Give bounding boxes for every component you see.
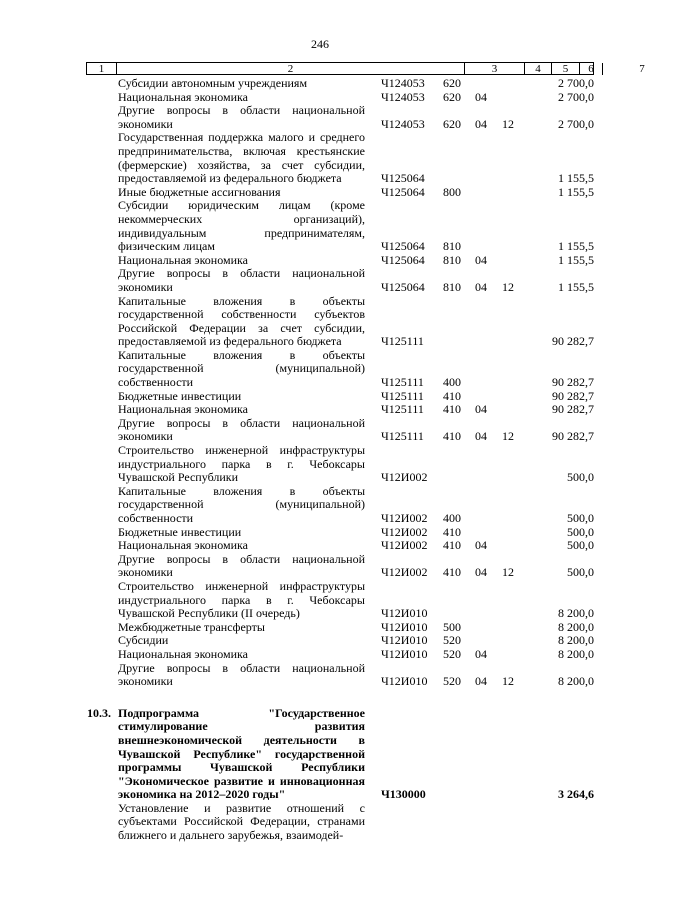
table-row	[0, 444, 640, 485]
row-code: Ч124053	[381, 76, 425, 90]
row-name: Строительство инженерной инфраструктуры индустриального парка в г. Чебоксары Чувашской Республики (II очередь)	[118, 578, 365, 621]
row-name: Государственная поддержка малого и среднего предпринимательства, включая крестьянские (фермерские) хозяйства, за счет субсидии, предоставляемой из федерального бюджета	[118, 130, 365, 186]
table-row	[0, 267, 640, 294]
header-col-1: 1	[87, 63, 117, 75]
row-code: Ч125111	[381, 334, 424, 349]
row-rz: 04	[475, 565, 487, 580]
row-sum: 90 282,7	[552, 375, 594, 390]
table-row	[0, 254, 640, 268]
row-code: Ч125111	[381, 402, 424, 417]
table-row	[0, 199, 640, 253]
page-number: 246	[311, 37, 329, 51]
row-rz: 04	[475, 402, 487, 417]
row-code: Ч12И010	[381, 606, 428, 621]
table-row	[0, 485, 640, 526]
row-name: Национальная экономика	[118, 252, 248, 267]
row-name: Строительство инженерной инфраструктуры индустриального парка в г. Чебоксары Чувашской Республики	[118, 443, 365, 485]
row-pr: 12	[502, 116, 514, 131]
row-vr: 810	[443, 279, 461, 294]
row-code: Ч125064	[381, 239, 425, 254]
row-vr: 410	[443, 388, 461, 403]
table-row	[0, 662, 640, 689]
row-sum: 2 700,0	[558, 89, 594, 104]
row-rz: 04	[475, 646, 487, 661]
row-vr: 400	[443, 375, 461, 390]
row-sum: 1 155,5	[558, 171, 594, 186]
row-sum: 1 155,5	[558, 184, 594, 199]
row-name: Подпрограмма "Государственное стимулирование развития внешнеэкономической деятельности в Чувашской Республике" государственной программы Чувашской Республики "Экономическое развитие и инновационная экономика на 2012–2020 годы"	[118, 705, 365, 802]
row-name: Национальная экономика	[118, 538, 248, 553]
row-vr: 810	[443, 239, 461, 254]
row-name: Межбюджетные трансферты	[118, 619, 265, 634]
header-col-2: 2	[117, 63, 465, 75]
row-sum: 1 155,5	[558, 252, 594, 267]
row-vr: 520	[443, 646, 461, 661]
row-vr: 410	[443, 402, 461, 417]
row-code: Ч12И002	[381, 524, 428, 539]
row-code: Ч125064	[381, 171, 425, 186]
row-sum: 8 200,0	[558, 619, 594, 634]
table-row	[0, 802, 640, 843]
row-name: Субсидии автономным учреждениям	[118, 76, 308, 90]
row-name: Национальная экономика	[118, 89, 248, 104]
row-name: Другие вопросы в области национальной экономики	[118, 415, 365, 444]
table-row	[0, 349, 640, 390]
table-row	[0, 621, 640, 635]
row-code: Ч124053	[381, 89, 425, 104]
row-code: Ч125064	[381, 279, 425, 294]
table-row	[0, 526, 640, 540]
row-vr: 800	[443, 184, 461, 199]
row-name: Капитальные вложения в объекты государственной (муниципальной) собственности	[118, 347, 365, 390]
row-pr: 12	[502, 565, 514, 580]
row-sum: 90 282,7	[552, 429, 594, 444]
row-name: Национальная экономика	[118, 402, 248, 417]
row-sum: 8 200,0	[558, 606, 594, 621]
row-vr: 520	[443, 633, 461, 648]
row-name: Бюджетные инвестиции	[118, 524, 242, 539]
row-vr: 810	[443, 252, 461, 267]
table-row	[0, 648, 640, 662]
row-rz: 04	[475, 89, 487, 104]
row-pr: 12	[502, 429, 514, 444]
row-sum: 500,0	[567, 524, 594, 539]
row-sum: 3 264,6	[558, 787, 594, 802]
row-rz: 04	[475, 429, 487, 444]
row-number: 10.3.	[87, 705, 111, 720]
row-vr: 500	[443, 619, 461, 634]
row-sum: 2 700,0	[558, 116, 594, 131]
row-sum: 500,0	[567, 538, 594, 553]
header-col-6: 6	[580, 63, 603, 75]
table-row	[0, 553, 640, 580]
row-code: Ч125064	[381, 184, 425, 199]
table-row	[0, 295, 640, 349]
row-pr: 12	[502, 674, 514, 689]
header-col-4: 4	[525, 63, 552, 75]
row-sum: 8 200,0	[558, 674, 594, 689]
row-vr: 400	[443, 511, 461, 525]
row-code: Ч124053	[381, 116, 425, 131]
row-vr: 410	[443, 565, 461, 580]
table-row	[0, 131, 640, 185]
table-row	[0, 403, 640, 417]
table-row	[0, 186, 640, 200]
row-sum: 500,0	[567, 511, 594, 525]
row-name: Иные бюджетные ассигнования	[118, 184, 281, 199]
row-name: Другие вопросы в области национальной экономики	[118, 103, 365, 131]
row-vr: 410	[443, 538, 461, 553]
row-code: Ч125111	[381, 429, 424, 444]
row-vr: 620	[443, 116, 461, 131]
row-code: Ч125064	[381, 252, 425, 267]
row-sum: 500,0	[567, 470, 594, 485]
row-rz: 04	[475, 674, 487, 689]
row-code: Ч12И010	[381, 619, 428, 634]
row-vr: 410	[443, 429, 461, 444]
table-header	[86, 62, 645, 75]
row-code: Ч12И010	[381, 674, 428, 689]
table-row	[0, 91, 640, 105]
row-code: Ч12И002	[381, 470, 428, 485]
row-name: Капитальные вложения в объекты государственной собственности субъектов Российской Федерации за счет субсидии, предоставляемой из федерального бюджета	[118, 293, 365, 349]
row-name: Национальная экономика	[118, 646, 248, 661]
table-row	[0, 580, 640, 621]
row-name: Установление и развитие отношений с субъектами Российской Федерации, странами ближнего и дальнего зарубежья, взаимодей-	[118, 800, 365, 843]
row-code: Ч125111	[381, 375, 424, 390]
row-name: Другие вопросы в области национальной экономики	[118, 551, 365, 580]
row-vr: 620	[443, 89, 461, 104]
row-name: Субсидии	[118, 633, 169, 648]
row-name: Другие вопросы в области национальной экономики	[118, 660, 365, 689]
table-row	[0, 417, 640, 444]
row-code: Ч125111	[381, 388, 424, 403]
row-vr: 620	[443, 76, 461, 90]
row-code: Ч12И010	[381, 646, 428, 661]
row-code: Ч130000	[381, 787, 426, 802]
row-sum: 2 700,0	[558, 76, 594, 90]
row-sum: 1 155,5	[558, 279, 594, 294]
row-sum: 90 282,7	[552, 388, 594, 403]
row-vr: 410	[443, 524, 461, 539]
table-row	[0, 634, 640, 648]
row-name: Бюджетные инвестиции	[118, 388, 242, 403]
header-col-3: 3	[465, 63, 525, 75]
row-rz: 04	[475, 116, 487, 131]
row-code: Ч12И002	[381, 538, 428, 553]
header-col-5: 5	[552, 63, 580, 75]
table-row	[0, 77, 640, 91]
table-row	[0, 539, 640, 553]
row-rz: 04	[475, 279, 487, 294]
row-vr: 520	[443, 674, 461, 689]
row-sum: 500,0	[567, 565, 594, 580]
row-sum: 8 200,0	[558, 646, 594, 661]
table-row	[0, 707, 640, 802]
row-name: Субсидии юридическим лицам (кроме некоммерческих организаций), индивидуальным предпринимателям, физическим лицам	[118, 198, 365, 254]
row-sum: 90 282,7	[552, 334, 594, 349]
row-name: Другие вопросы в области национальной экономики	[118, 266, 365, 294]
row-rz: 04	[475, 538, 487, 553]
table-row	[0, 390, 640, 404]
row-code: Ч12И002	[381, 565, 428, 580]
budget-table-body	[0, 77, 640, 843]
header-col-7: 7	[639, 63, 645, 75]
row-sum: 90 282,7	[552, 402, 594, 417]
row-code: Ч12И002	[381, 511, 428, 525]
row-rz: 04	[475, 252, 487, 267]
row-code: Ч12И010	[381, 633, 428, 648]
row-name: Капитальные вложения в объекты государственной (муниципальной) собственности	[118, 483, 365, 525]
row-sum: 8 200,0	[558, 633, 594, 648]
table-row	[0, 104, 640, 131]
row-pr: 12	[502, 279, 514, 294]
row-sum: 1 155,5	[558, 239, 594, 254]
